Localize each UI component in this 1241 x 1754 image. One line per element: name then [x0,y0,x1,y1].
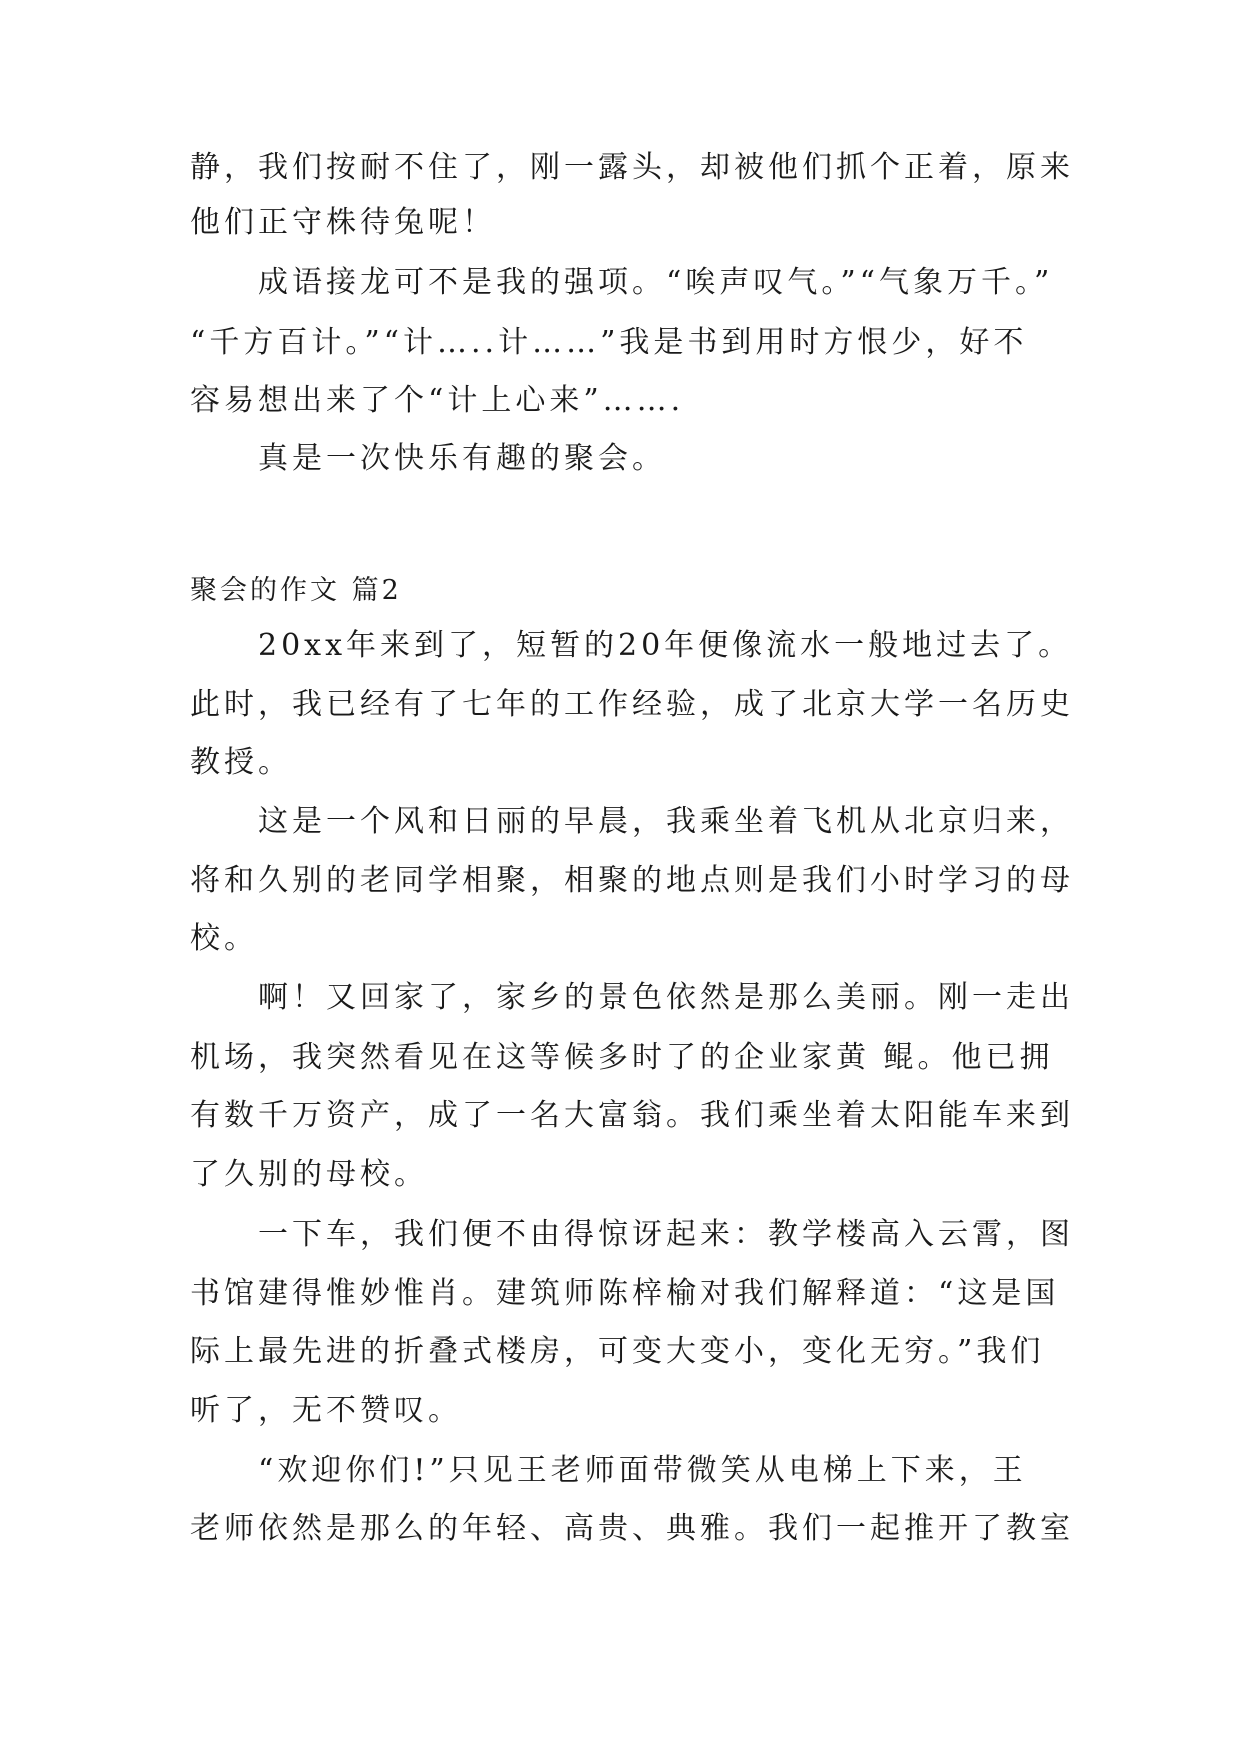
text-line: 一下车，我们便不由得惊讶起来：教学楼高入云霄，图 [190,1217,1074,1252]
text-line: 老师依然是那么的年轻、高贵、典雅。我们一起推开了教室 [190,1511,1074,1546]
text-line: 成语接龙可不是我的强项。“唉声叹气。”“气象万千。” [190,265,1054,300]
text-line: “千方百计。”“计…..计……”我是书到用时方恨少，好不 [190,325,1028,360]
text-line: 听了，无不赞叹。 [190,1393,462,1428]
text-line: 际上最先进的折叠式楼房，可变大变小，变化无穷。”我们 [190,1334,1045,1369]
text-line: 20xx年来到了，短暂的20年便像流水一般地过去了。 [190,628,1073,663]
text-line: 他们正守株待兔呢！ [190,205,496,240]
text-line: 啊！又回家了，家乡的景色依然是那么美丽。刚一走出 [190,980,1074,1015]
text-line: 真是一次快乐有趣的聚会。 [190,441,666,476]
text-line: 静，我们按耐不住了，刚一露头，却被他们抓个正着，原来 [190,150,1074,185]
text-line: 校。 [190,921,258,956]
text-line: 此时，我已经有了七年的工作经验，成了北京大学一名历史 [190,687,1074,722]
text-line: 将和久别的老同学相聚，相聚的地点则是我们小时学习的母 [190,863,1074,898]
text-line: 这是一个风和日丽的早晨，我乘坐着飞机从北京归来， [190,804,1074,839]
text-line: 容易想出来了个“计上心来”……. [190,383,685,418]
section-heading: 聚会的作文 篇2 [190,575,402,606]
text-line: 机场，我突然看见在这等候多时了的企业家黄 鲲。他已拥 [190,1040,1054,1075]
text-line: 有数千万资产，成了一名大富翁。我们乘坐着太阳能车来到 [190,1098,1074,1133]
text-line: 书馆建得惟妙惟肖。建筑师陈梓榆对我们解释道：“这是国 [190,1276,1060,1311]
text-line: “欢迎你们!”只见王老师面带微笑从电梯上下来，王 [190,1453,1027,1488]
text-line: 了久别的母校。 [190,1157,428,1192]
text-line: 教授。 [190,745,292,780]
